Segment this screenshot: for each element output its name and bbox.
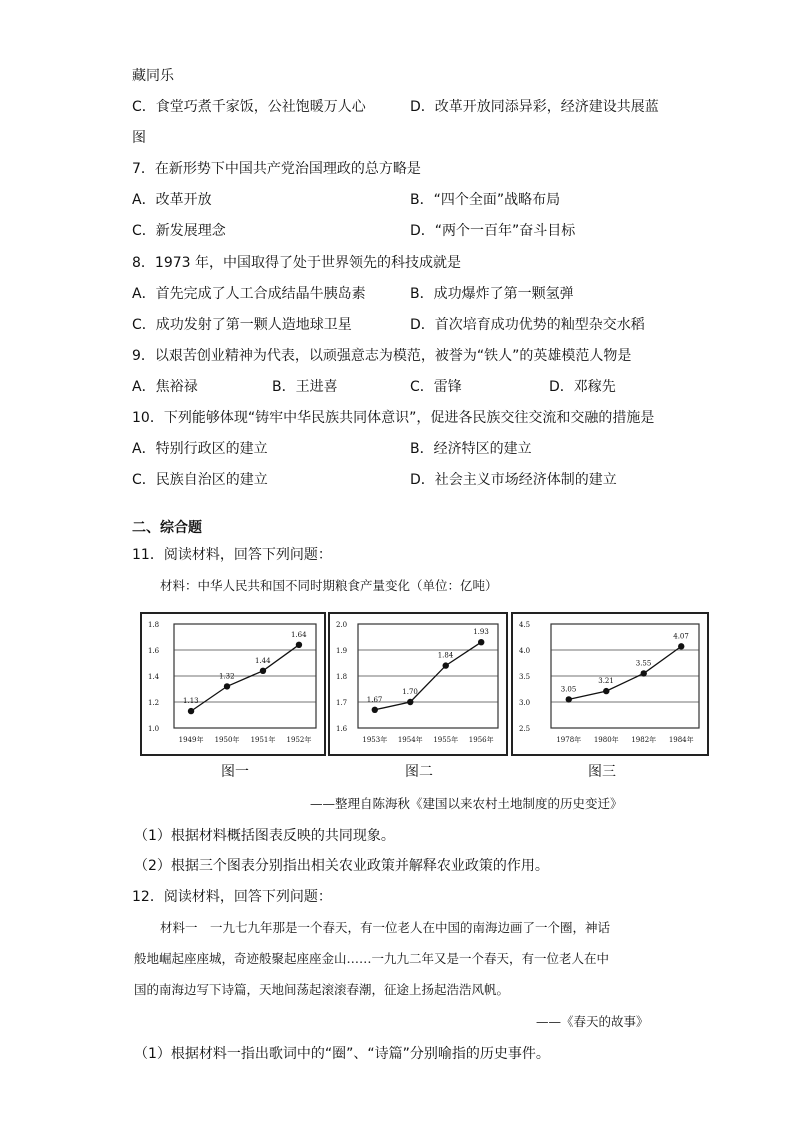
- data-point: [407, 699, 413, 705]
- data-label: 1.64: [290, 630, 307, 639]
- data-label: 3.55: [635, 659, 652, 668]
- option-7d: D．“两个一百年”奋斗目标: [410, 223, 576, 239]
- y-tick-label: 1.4: [148, 673, 160, 681]
- data-point: [443, 662, 449, 668]
- data-label: 1.44: [254, 656, 271, 665]
- material-12-line-2: 般地崛起座座城，奇迹般聚起座座金山……一九九二年又是一个春天，有一位老人在中: [134, 951, 610, 966]
- data-label: 3.21: [598, 677, 614, 686]
- series-line: [191, 645, 299, 711]
- x-tick-label: 1949年: [178, 736, 204, 744]
- option-6d: D．改革开放同添异彩，经济建设共展蓝: [410, 99, 659, 115]
- y-tick-label: 1.9: [336, 647, 348, 655]
- y-tick-label: 2.0: [336, 621, 348, 629]
- series-line: [569, 646, 681, 699]
- chart-3-svg: [513, 614, 707, 754]
- question-11: 11．阅读材料，回答下列问题：: [132, 547, 332, 563]
- chart-1-svg: [142, 614, 324, 754]
- y-tick-label: 1.6: [148, 647, 160, 655]
- option-9b: B．王进喜: [272, 379, 338, 395]
- option-10d: D．社会主义市场经济体制的建立: [410, 472, 617, 488]
- option-8b: B．成功爆炸了第一颗氢弹: [410, 286, 574, 302]
- option-7a: A．改革开放: [132, 192, 212, 208]
- chart-source: ——整理自陈海秋《建国以来农村土地制度的历史变迁》: [310, 796, 623, 811]
- option-7c: C．新发展理念: [132, 223, 226, 239]
- x-tick-label: 1953年: [362, 736, 388, 744]
- chart-1: [140, 612, 326, 756]
- data-point: [296, 642, 302, 648]
- data-point: [478, 639, 484, 645]
- question-12: 12．阅读材料，回答下列问题：: [132, 889, 332, 905]
- question-11-1: （1）根据材料概括图表反映的共同现象。: [134, 828, 395, 844]
- data-label: 1.32: [219, 672, 235, 681]
- data-label: 1.70: [402, 688, 418, 696]
- y-tick-label: 1.0: [148, 725, 160, 733]
- data-point: [372, 707, 378, 713]
- chart-2: [328, 612, 508, 756]
- x-tick-label: 1956年: [468, 736, 494, 744]
- data-point: [188, 708, 194, 714]
- figure-1-caption: 图一: [221, 764, 249, 780]
- section-heading: 二、综合题: [132, 520, 202, 536]
- data-point: [260, 668, 266, 674]
- option-6d-continuation: 图: [132, 130, 146, 146]
- question-8: 8．1973 年，中国取得了处于世界领先的科技成就是: [132, 255, 461, 271]
- x-tick-label: 1980年: [593, 736, 619, 744]
- figure-2-caption: 图二: [405, 764, 433, 780]
- question-7: 7．在新形势下中国共产党治国理政的总方略是: [132, 161, 421, 177]
- question-11-2: （2）根据三个图表分别指出相关农业政策并解释农业政策的作用。: [134, 858, 549, 874]
- data-label: 1.13: [183, 697, 199, 706]
- y-tick-label: 4.5: [519, 621, 531, 629]
- x-tick-label: 1952年: [286, 736, 312, 744]
- question-10: 10．下列能够体现“铸牢中华民族共同体意识”，促进各民族交往交流和交融的措施是: [132, 410, 655, 426]
- data-point: [566, 696, 572, 702]
- y-tick-label: 1.6: [336, 725, 348, 733]
- data-label: 1.84: [437, 651, 454, 660]
- y-tick-label: 4.0: [519, 647, 531, 655]
- x-tick-label: 1950年: [214, 736, 240, 744]
- option-9a: A．焦裕禄: [132, 379, 198, 395]
- x-tick-label: 1982年: [631, 736, 657, 744]
- option-8d: D．首次培育成功优势的籼型杂交水稻: [410, 317, 645, 333]
- data-label: 1.67: [366, 695, 383, 704]
- option-7b: B．“四个全面”战略布局: [410, 192, 561, 208]
- y-tick-label: 1.2: [148, 699, 160, 707]
- data-point: [641, 670, 647, 676]
- data-point: [678, 643, 684, 649]
- material-12-line-3: 国的南海边写下诗篇，天地间荡起滚滚春潮，征途上扬起浩浩风帆。: [134, 982, 510, 997]
- option-10a: A．特别行政区的建立: [132, 441, 268, 457]
- option-8a: A．首先完成了人工合成结晶牛胰岛素: [132, 286, 366, 302]
- material-12-line-1: 材料一 一九七九年那是一个春天，有一位老人在中国的南海边画了一个圈，神话: [160, 920, 611, 935]
- data-point: [603, 688, 609, 694]
- option-9d: D．邓稼先: [549, 379, 616, 395]
- x-tick-label: 1951年: [250, 736, 276, 744]
- material-12-source: ——《春天的故事》: [536, 1014, 649, 1029]
- data-point: [224, 683, 230, 689]
- option-8c: C．成功发射了第一颗人造地球卫星: [132, 317, 352, 333]
- data-label: 3.05: [560, 685, 577, 694]
- figure-3-caption: 图三: [588, 764, 616, 780]
- x-tick-label: 1954年: [397, 736, 423, 744]
- data-label: 4.07: [673, 632, 689, 641]
- question-9: 9．以艰苦创业精神为代表，以顽强意志为模范，被誉为“铁人”的英雄模范人物是: [132, 348, 632, 364]
- y-tick-label: 3.0: [519, 699, 531, 707]
- option-9c: C．雷锋: [410, 379, 462, 395]
- material-caption: 材料：中华人民共和国不同时期粮食产量变化（单位：亿吨）: [160, 578, 498, 593]
- y-tick-label: 1.8: [148, 621, 160, 629]
- question-12-1: （1）根据材料一指出歌词中的“圈”、“诗篇”分别喻指的历史事件。: [134, 1046, 550, 1062]
- y-tick-label: 1.7: [336, 699, 348, 707]
- chart-3: [511, 612, 709, 756]
- y-tick-label: 2.5: [519, 725, 531, 733]
- line-continuation: 藏同乐: [132, 68, 174, 84]
- option-10b: B．经济特区的建立: [410, 441, 532, 457]
- x-tick-label: 1955年: [433, 736, 459, 744]
- option-10c: C．民族自治区的建立: [132, 472, 268, 488]
- data-label: 1.93: [473, 628, 489, 637]
- y-tick-label: 3.5: [519, 673, 531, 681]
- option-6c: C．食堂巧煮千家饭，公社饱暖万人心: [132, 99, 366, 115]
- x-tick-label: 1984年: [668, 736, 694, 744]
- y-tick-label: 1.8: [336, 673, 348, 681]
- chart-2-svg: [330, 614, 506, 754]
- x-tick-label: 1978年: [556, 736, 582, 744]
